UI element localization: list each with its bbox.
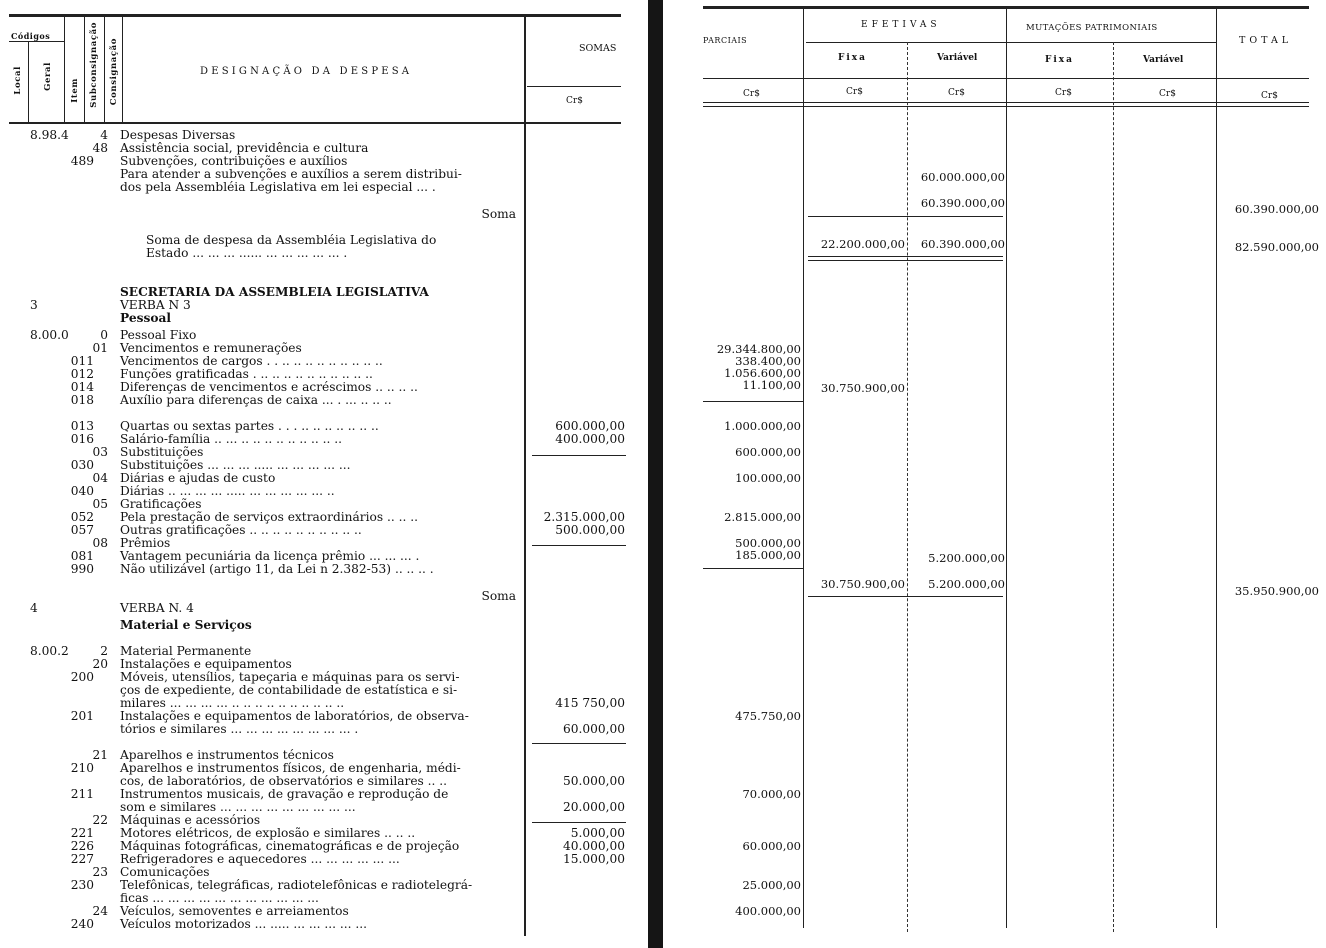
designacao-right-border <box>524 16 526 936</box>
total-currency: Cr$ <box>1261 91 1278 101</box>
row-description: Veículos motorizados ... ..... ... ... ... ... ... <box>120 917 367 931</box>
row-consignacao: 011 <box>70 354 94 368</box>
amount-fixa: 30.750.900,00 <box>820 381 905 395</box>
row-description: Outras gratificações .. .. .. .. .. .. .. .. .. .. <box>120 523 362 537</box>
row-description: Material Permanente <box>120 644 252 658</box>
row-description: Vencimentos e remunerações <box>120 341 302 355</box>
row-soma-value: 5.000,00 <box>570 826 625 840</box>
row-description: Motores elétricos, de explosão e similares .. .. .. <box>120 826 416 840</box>
amount-fixa: 30.750.900,00 <box>820 577 905 591</box>
row-consignacao: 018 <box>70 393 94 407</box>
row-description: Pessoal Fixo <box>120 328 197 342</box>
row-description: tórios e similares ... ... ... ... ... ... ... ... . <box>120 722 359 736</box>
amount-variavel: 60.390.000,00 <box>920 196 1005 210</box>
row-description: Instalações e equipamentos <box>120 657 292 671</box>
row-code: 8.98.4 <box>30 128 69 142</box>
row-subconsignacao: 03 <box>92 445 108 459</box>
amount-parciais: 400.000,00 <box>735 904 801 918</box>
row-consignacao: 030 <box>70 458 94 472</box>
left-page <box>0 0 648 948</box>
page-gutter <box>648 0 663 948</box>
row-description: ficas ... ... ... ... ... ... ... ... ... ... ... <box>120 891 319 905</box>
row-subconsignacao: 48 <box>92 141 108 155</box>
efetivas-header: EFETIVAS <box>861 20 941 30</box>
row-subconsignacao: 20 <box>92 657 108 671</box>
row-soma-value: 2.315.000,00 <box>543 510 625 524</box>
row-description: VERBA N 3 <box>120 298 191 312</box>
row-soma-value: 415 750,00 <box>555 696 625 710</box>
somas-header: SOMAS <box>579 43 617 54</box>
right-page <box>663 0 1326 948</box>
row-consignacao: 201 <box>70 709 94 723</box>
row-description: Material e Serviços <box>120 618 252 632</box>
row-description: Auxílio para diferenças de caixa ... . ... .. .. .. <box>120 393 392 407</box>
subconsignacao-label: Subconsignação <box>89 22 99 108</box>
row-consignacao: 040 <box>70 484 94 498</box>
row-consignacao: 990 <box>70 562 94 576</box>
row-description: ços de expediente, de contabilidade de estatística e si- <box>120 683 458 697</box>
row-subconsignacao: 2 <box>100 644 108 658</box>
row-consignacao: 221 <box>70 826 94 840</box>
row-subconsignacao: 23 <box>92 865 108 879</box>
row-description: Máquinas e acessórios <box>120 813 261 827</box>
row-consignacao: 013 <box>70 419 94 433</box>
row-consignacao: 200 <box>70 670 94 684</box>
row-subconsignacao: 0 <box>100 328 108 342</box>
amount-total: 35.950.900,00 <box>1234 584 1319 598</box>
row-description: Diferenças de vencimentos e acréscimos .. .. .. .. <box>120 380 418 394</box>
mutacoes-header: MUTAÇÕES PATRIMONIAIS <box>1026 23 1158 33</box>
mutacoes-variavel-header: Variável <box>1143 55 1184 65</box>
amount-parciais: 2.815.000,00 <box>724 510 801 524</box>
row-consignacao: 052 <box>70 510 94 524</box>
row-description: Máquinas fotográficas, cinematográficas e de projeção <box>120 839 460 853</box>
amount-parciais: 1.000.000,00 <box>724 419 801 433</box>
row-description: Móveis, utensílios, tapeçaria e máquinas para os servi- <box>120 670 460 684</box>
row-description: Veículos, semoventes e arreiamentos <box>120 904 349 918</box>
row-consignacao: 240 <box>70 917 94 931</box>
amount-parciais: 29.344.800,00 <box>716 342 801 356</box>
mut-variavel-currency: Cr$ <box>1159 89 1176 99</box>
row-consignacao: 016 <box>70 432 94 446</box>
amount-parciais: 60.000,00 <box>742 839 801 853</box>
row-description: Substituições <box>120 445 204 459</box>
parciais-currency: Cr$ <box>743 89 760 99</box>
row-consignacao: 210 <box>70 761 94 775</box>
row-description: Estado ... ... ... ...... ... ... ... ... ... . <box>146 246 348 260</box>
row-soma-value: 40.000,00 <box>562 839 625 853</box>
row-description: Assistência social, previdência e cultura <box>120 141 369 155</box>
row-code: 4 <box>30 601 38 615</box>
row-description: Para atender a subvenções e auxílios a serem distribui- <box>120 167 462 181</box>
row-subconsignacao: 08 <box>92 536 108 550</box>
amount-parciais: 600.000,00 <box>735 445 801 459</box>
row-description: Diárias .. ... ... ... ..... ... ... ... ... ... .. <box>120 484 335 498</box>
row-description: Funções gratificadas . .. .. .. .. .. .. .. .. .. .. <box>120 367 373 381</box>
header-bottom-rule <box>9 122 621 124</box>
row-description: Despesas Diversas <box>120 128 236 142</box>
amount-total: 82.590.000,00 <box>1234 240 1319 254</box>
geral-label: Geral <box>43 62 53 91</box>
row-code: 3 <box>30 298 38 312</box>
amount-parciais: 185.000,00 <box>735 548 801 562</box>
total-header: TOTAL <box>1239 35 1293 46</box>
row-description: Vantagem pecuniária da licença prêmio ... ... ... . <box>120 549 420 563</box>
row-code: 8.00.2 <box>30 644 69 658</box>
row-consignacao: 057 <box>70 523 94 537</box>
row-subconsignacao: 24 <box>92 904 108 918</box>
row-consignacao: 211 <box>70 787 94 801</box>
row-description: Subvenções, contribuições e auxílios <box>120 154 348 168</box>
row-description: Comunicações <box>120 865 210 879</box>
amount-total: 60.390.000,00 <box>1234 202 1319 216</box>
row-subconsignacao: 4 <box>100 128 108 142</box>
row-description: Soma de despesa da Assembléia Legislativa do <box>146 233 437 247</box>
row-code: 8.00.0 <box>30 328 69 342</box>
amount-variavel: 60.000.000,00 <box>920 170 1005 184</box>
row-description: Pessoal <box>120 311 171 325</box>
header-top-rule <box>9 14 621 17</box>
row-soma-value: 400.000,00 <box>555 432 625 446</box>
amount-parciais: 11.100,00 <box>742 378 801 392</box>
efetivas-variavel-header: Variável <box>937 53 978 63</box>
somas-rule <box>527 86 621 87</box>
row-description: cos, de laboratórios, de observatórios e similares .. .. <box>120 774 448 788</box>
row-soma-value: 60.000,00 <box>562 722 625 736</box>
row-description: dos pela Assembléia Legislativa em lei especial ... . <box>120 180 436 194</box>
amount-parciais: 25.000,00 <box>742 878 801 892</box>
amount-parciais: 1.056.600,00 <box>724 366 801 380</box>
amount-parciais: 500.000,00 <box>735 536 801 550</box>
amount-parciais: 100.000,00 <box>735 471 801 485</box>
amount-parciais: 475.750,00 <box>735 709 801 723</box>
parciais-header: PARCIAIS <box>703 36 748 45</box>
somas-currency: Cr$ <box>566 96 583 106</box>
row-description: Instalações e equipamentos de laboratórios, de observa- <box>120 709 469 723</box>
row-soma-value: 15.000,00 <box>562 852 625 866</box>
mut-fixa-currency: Cr$ <box>1055 88 1072 98</box>
row-consignacao: 489 <box>70 154 94 168</box>
row-subconsignacao: 22 <box>92 813 108 827</box>
row-consignacao: 081 <box>70 549 94 563</box>
row-description: Não utilizável (artigo 11, da Lei n 2.382-53) .. .. .. . <box>120 562 434 576</box>
row-consignacao: 230 <box>70 878 94 892</box>
amount-variavel: 60.390.000,00 <box>920 237 1005 251</box>
row-description: milares ... ... ... ... .. .. .. .. .. .. .. .. .. .. <box>120 696 345 710</box>
row-description: SECRETARIA DA ASSEMBLEIA LEGISLATIVA <box>120 285 429 299</box>
row-description: Quartas ou sextas partes . . . .. .. .. .. .. .. .. <box>120 419 379 433</box>
row-description: Refrigeradores e aquecedores ... ... ... ... ... ... <box>120 852 400 866</box>
row-consignacao: 227 <box>70 852 94 866</box>
row-description: Pela prestação de serviços extraordinários .. .. .. <box>120 510 418 524</box>
row-subconsignacao: 21 <box>92 748 108 762</box>
row-description: Salário-família .. ... .. .. .. .. .. .. .. .. .. <box>120 432 342 446</box>
row-description: Gratificações <box>120 497 202 511</box>
row-subconsignacao: 01 <box>92 341 108 355</box>
row-consignacao: 012 <box>70 367 94 381</box>
row-soma-value: 600.000,00 <box>555 419 625 433</box>
row-soma-label: Soma <box>481 207 516 221</box>
row-description: som e similares ... ... ... ... ... ... ... ... ... <box>120 800 356 814</box>
row-soma-value: 20.000,00 <box>562 800 625 814</box>
fixa-currency: Cr$ <box>846 87 863 97</box>
row-description: Diárias e ajudas de custo <box>120 471 276 485</box>
amount-parciais: 70.000,00 <box>742 787 801 801</box>
row-soma-value: 500.000,00 <box>555 523 625 537</box>
row-description: Aparelhos e instrumentos técnicos <box>120 748 334 762</box>
row-description: Prêmios <box>120 536 171 550</box>
variavel-currency: Cr$ <box>948 88 965 98</box>
row-soma-value: 50.000,00 <box>562 774 625 788</box>
local-label: Local <box>13 66 23 95</box>
amount-variavel: 5.200.000,00 <box>928 577 1005 591</box>
row-description: Vencimentos de cargos . . .. .. .. .. .. .. .. .. .. <box>120 354 383 368</box>
amount-parciais: 338.400,00 <box>735 354 801 368</box>
row-description: VERBA N. 4 <box>120 601 194 615</box>
row-description: Substituições ... ... ... ..... ... ... ... ... ... <box>120 458 351 472</box>
row-consignacao: 014 <box>70 380 94 394</box>
row-description: Aparelhos e instrumentos físicos, de engenharia, médi- <box>120 761 461 775</box>
amount-variavel: 5.200.000,00 <box>928 551 1005 565</box>
designacao-header: DESIGNAÇÃO DA DESPESA <box>200 66 413 77</box>
row-subconsignacao: 05 <box>92 497 108 511</box>
row-description: Telefônicas, telegráficas, radiotelefônicas e radiotelegrá- <box>120 878 473 892</box>
row-soma-label: Soma <box>481 589 516 603</box>
codigos-label: Códigos <box>11 31 51 41</box>
mutacoes-fixa-header: Fixa <box>1045 55 1075 65</box>
amount-fixa: 22.200.000,00 <box>820 237 905 251</box>
row-consignacao: 226 <box>70 839 94 853</box>
item-label: Item <box>70 78 80 103</box>
row-subconsignacao: 04 <box>92 471 108 485</box>
efetivas-fixa-header: Fixa <box>838 53 868 63</box>
consignacao-label: Consignação <box>109 38 119 106</box>
row-description: Instrumentos musicais, de gravação e reprodução de <box>120 787 449 801</box>
